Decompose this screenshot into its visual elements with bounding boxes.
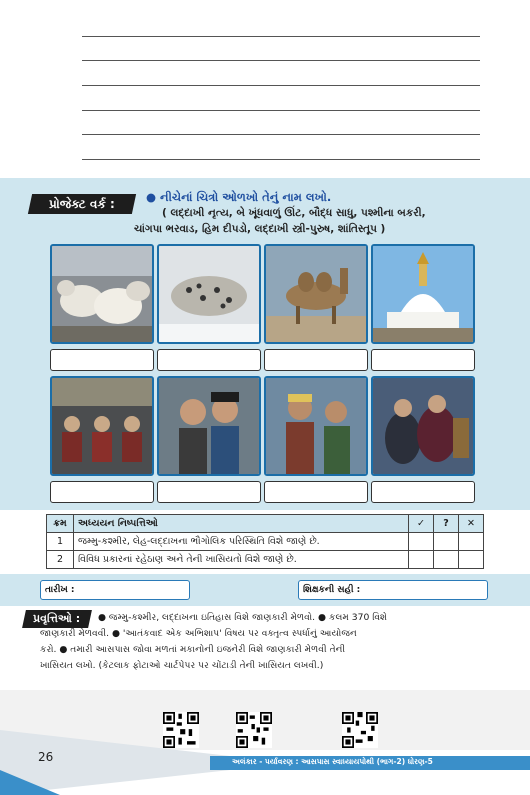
- project-instruction: ● નીચેનાં ચિત્રો ઓળખો તેનું નામ લખો.: [146, 190, 332, 204]
- answer-box-7[interactable]: [264, 481, 368, 503]
- answer-box-2[interactable]: [157, 349, 261, 371]
- writing-line[interactable]: [82, 159, 480, 160]
- table-row: [47, 533, 484, 551]
- date-field[interactable]: તારીખ :: [40, 580, 190, 600]
- table-row: [47, 551, 484, 569]
- bactrian-camel-photo: [264, 244, 368, 344]
- header-title: અધ્યયન નિષ્પત્તિઓ: [74, 515, 409, 533]
- question-cell[interactable]: [434, 533, 459, 551]
- writing-line[interactable]: [82, 36, 480, 37]
- book-title: અલંકાર - પર્યાવરણ : આસપાસ સ્વાધ્યાયપોથી (ભાગ-2) ધોરણ-5: [232, 757, 433, 766]
- learning-outcomes-table: [46, 514, 484, 569]
- qr-code-icon[interactable]: [236, 712, 272, 748]
- answer-box-3[interactable]: [264, 349, 368, 371]
- hint-line-2: ચાંગપા ભરવાડ, હિમ દીપડો, લદ્દાખી સ્ત્રી-પુરુષ, શાંતિસ્તૂપ ): [134, 223, 386, 235]
- row-text: વિવિધ પ્રકારનાં રહેઠાણ અને તેની ખાસિયતો વિશે જાણે છે.: [74, 551, 409, 569]
- activities-line-3: કરો. ● તમારી આસપાસ જોવા મળતાં મકાનોની ઇજનેરી વિશે જાણકારી મેળવી તેની: [40, 644, 346, 655]
- tick-cell[interactable]: [409, 551, 434, 569]
- project-work-badge: પ્રોજેક્ટ વર્ક :: [28, 194, 136, 214]
- activities-line-4: ખાસિયત લખો. (કેટલાક ફોટાઓ ચાર્ટપેપર પર ચોંટાડી તેની ખાસિયત લખવી.): [40, 660, 324, 671]
- answer-box-4[interactable]: [371, 349, 475, 371]
- hint-line-1: ( લદ્દાખી નૃત્ય, બે ખૂંધવાળું ઊંટ, બૌદ્ધ સાધુ, પશ્મીના બકરી,: [162, 207, 426, 219]
- row-num: 2: [47, 551, 74, 569]
- question-cell[interactable]: [434, 551, 459, 569]
- qr-code-icon[interactable]: [163, 712, 199, 748]
- page-number: 26: [38, 750, 54, 764]
- writing-line[interactable]: [82, 85, 480, 86]
- pashmina-goats-photo: [50, 244, 154, 344]
- buddhist-monks-photo: [50, 376, 154, 476]
- answer-box-5[interactable]: [50, 481, 154, 503]
- cross-cell[interactable]: [459, 533, 484, 551]
- activities-badge: પ્રવૃત્તિઓ :: [22, 610, 92, 628]
- shanti-stupa-photo: [371, 244, 475, 344]
- qr-code-icon[interactable]: [342, 712, 378, 748]
- teacher-signature-field[interactable]: શિક્ષકની સહી :: [298, 580, 488, 600]
- row-num: 1: [47, 533, 74, 551]
- changpa-shepherds-photo: [264, 376, 368, 476]
- row-text: જમ્મુ-કશ્મીર, લેહ-લદ્દાખના ભૌગોલિક પરિસ્થિતિ વિશે જાણે છે.: [74, 533, 409, 551]
- answer-box-1[interactable]: [50, 349, 154, 371]
- activities-line-1: ● જમ્મુ-કશ્મીર, લદ્દાખના ઇતિહાસ વિશે જાણકારી મેળવો. ● કલમ 370 વિશે: [98, 612, 388, 623]
- writing-line[interactable]: [82, 110, 480, 111]
- writing-line[interactable]: [82, 60, 480, 61]
- header-num: ક્રમ: [47, 515, 74, 533]
- ladakhi-dance-photo: [371, 376, 475, 476]
- ladakhi-man-woman-photo: [157, 376, 261, 476]
- answer-box-8[interactable]: [371, 481, 475, 503]
- activities-line-2: જાણકારી મેળવવી. ● 'આતંકવાદ એક અભિશાપ' વિષય પર વક્તૃત્વ સ્પર્ધાનું આયોજન: [40, 628, 357, 639]
- tick-cell[interactable]: [409, 533, 434, 551]
- answer-box-6[interactable]: [157, 481, 261, 503]
- snow-leopard-photo: [157, 244, 261, 344]
- table-header-row: [47, 515, 484, 533]
- writing-line[interactable]: [82, 134, 480, 135]
- header-question: ?: [434, 515, 459, 533]
- header-tick: ✓: [409, 515, 434, 533]
- cross-cell[interactable]: [459, 551, 484, 569]
- header-cross: ✕: [459, 515, 484, 533]
